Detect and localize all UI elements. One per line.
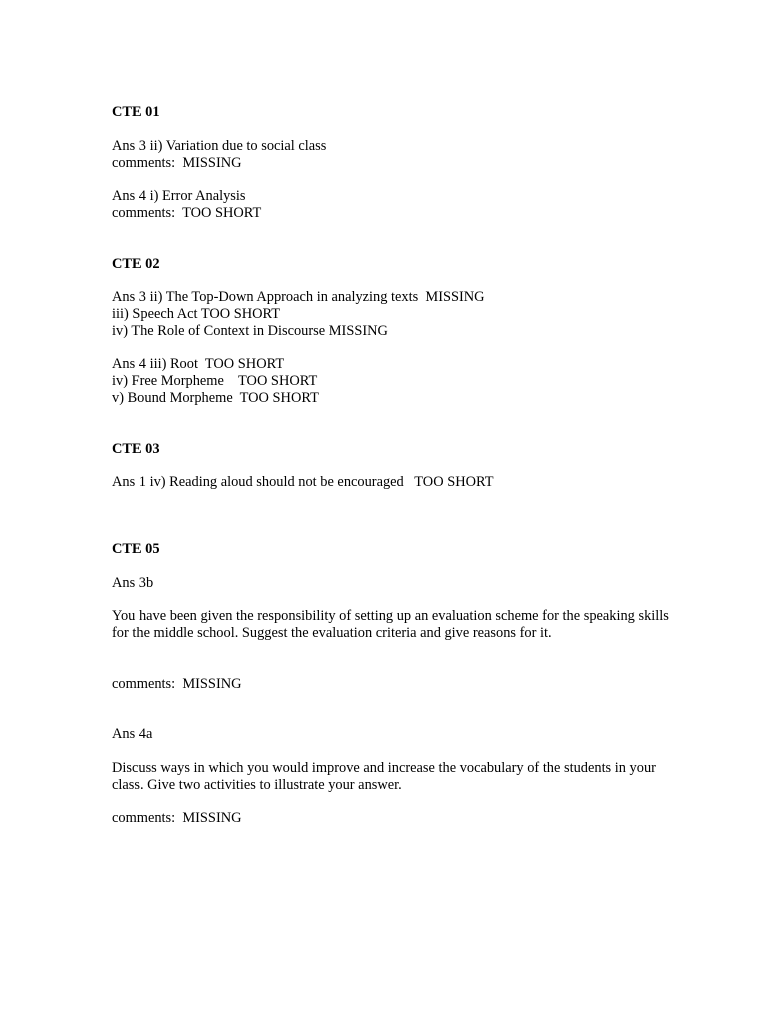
answer-line: iv) Free Morpheme TOO SHORT xyxy=(112,373,318,389)
section-heading-cte-03: CTE 03 xyxy=(112,441,160,457)
answer-line: iii) Speech Act TOO SHORT xyxy=(112,306,281,322)
comment-line: comments: MISSING xyxy=(112,155,242,171)
comment-line: comments: TOO SHORT xyxy=(112,205,262,221)
section-heading-cte-05: CTE 05 xyxy=(112,541,160,557)
answer-line: v) Bound Morpheme TOO SHORT xyxy=(112,390,319,406)
section-heading-cte-02: CTE 02 xyxy=(112,256,160,272)
question-paragraph: You have been given the responsibility of setting up an evaluation scheme for the speaking skills for the middle school. Suggest the evaluation criteria and give reasons for it. xyxy=(112,608,669,641)
answer-label: Ans 3b xyxy=(112,575,154,591)
answer-line: Ans 4 iii) Root TOO SHORT xyxy=(112,356,285,372)
comment-line: comments: MISSING xyxy=(112,676,242,692)
answer-line: Ans 4 i) Error Analysis xyxy=(112,188,246,204)
answer-line: iv) The Role of Context in Discourse MISSING xyxy=(112,323,388,339)
answer-line: Ans 3 ii) The Top-Down Approach in analyzing texts MISSING xyxy=(112,289,485,305)
comment-line: comments: MISSING xyxy=(112,810,242,826)
answer-line: Ans 1 iv) Reading aloud should not be encouraged TOO SHORT xyxy=(112,474,494,490)
answer-line: Ans 3 ii) Variation due to social class xyxy=(112,138,327,154)
section-heading-cte-01: CTE 01 xyxy=(112,104,160,120)
question-paragraph: Discuss ways in which you would improve and increase the vocabulary of the students in your class. Give two activities to illustrate your answer. xyxy=(112,760,656,793)
answer-label: Ans 4a xyxy=(112,726,153,742)
